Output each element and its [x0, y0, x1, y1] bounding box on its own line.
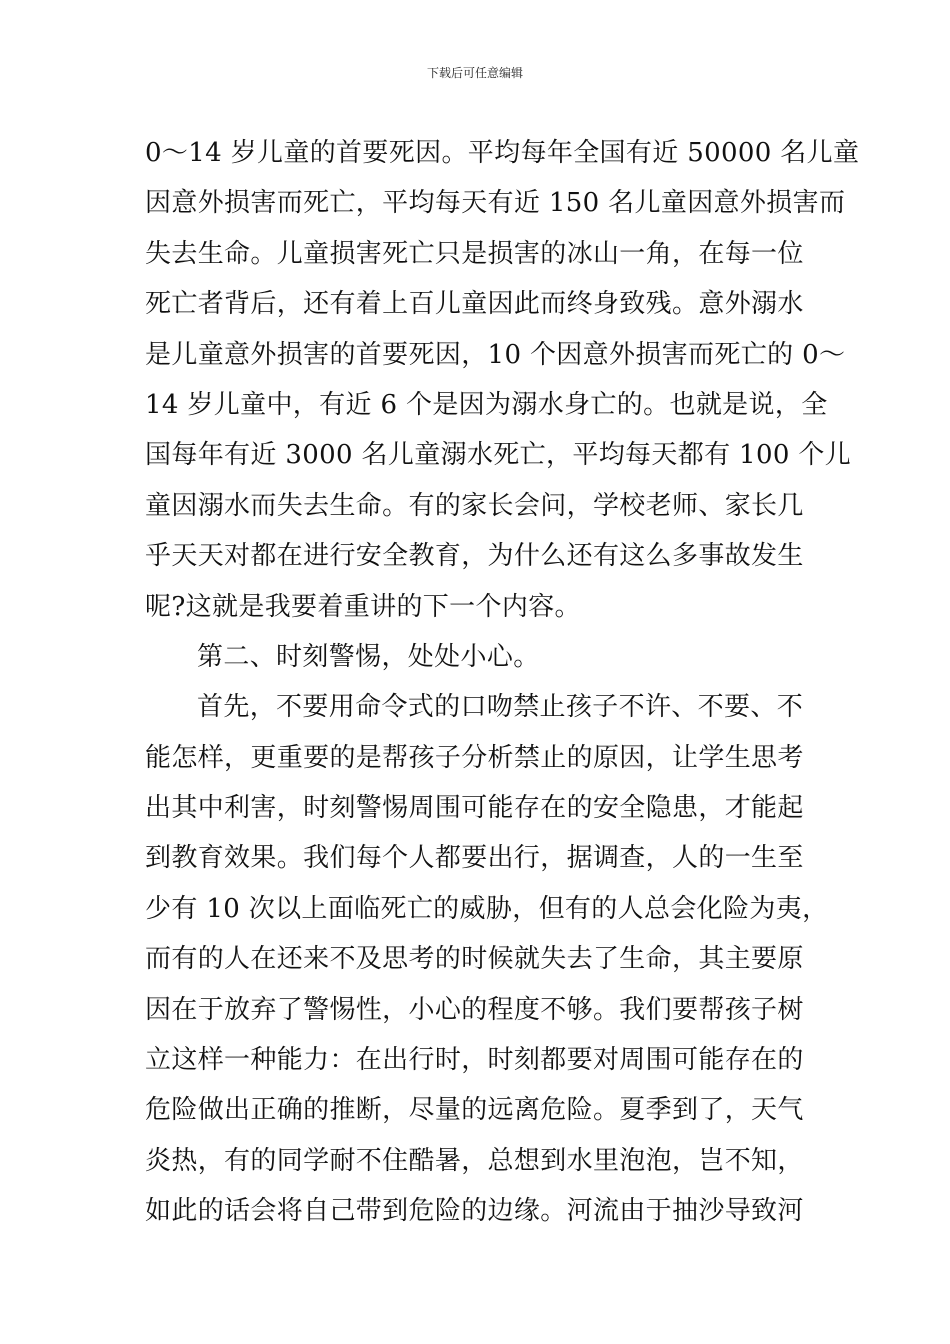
text-line: 而有的人在还来不及思考的时候就失去了生命，其主要原 — [145, 944, 804, 975]
text-line: 炎热，有的同学耐不住酷暑，总想到水里泡泡，岂不知， — [145, 1145, 804, 1176]
text-line: 到教育效果。我们每个人都要出行，据调查，人的一生至 — [145, 843, 804, 874]
text-line: 立这样一种能力：在出行时，时刻都要对周围可能存在的 — [145, 1045, 804, 1076]
text-line: 因在于放弃了警惕性，小心的程度不够。我们要帮孩子树 — [145, 994, 804, 1025]
document-body — [145, 128, 860, 1237]
text-line: 是儿童意外损害的首要死因，10 个因意外损害而死亡的 0～ — [145, 339, 846, 370]
text-line: 因意外损害而死亡，平均每天有近 150 名儿童因意外损害而 — [145, 188, 846, 219]
text-line: 呢?这就是我要着重讲的下一个内容。 — [145, 591, 581, 622]
text-line: 乎天天对都在进行安全教育，为什么还有这么多事故发生 — [145, 541, 804, 572]
page-header: 下载后可任意编辑 — [426, 66, 523, 80]
text-line: 危险做出正确的推断，尽量的远离危险。夏季到了，天气 — [145, 1095, 804, 1126]
text-line: 出其中利害，时刻警惕周围可能存在的安全隐患，才能起 — [145, 793, 804, 824]
section-heading: 第二、时刻警惕，处处小心。 — [197, 641, 540, 672]
text-line: 0～14 岁儿童的首要死因。平均每年全国有近 50000 名儿童 — [145, 138, 860, 168]
text-line: 如此的话会将自己带到危险的边缘。河流由于抽沙导致河 — [145, 1196, 804, 1227]
text-line: 童因溺水而失去生命。有的家长会问，学校老师、家长几 — [145, 490, 804, 521]
text-line: 死亡者背后，还有着上百儿童因此而终身致残。意外溺水 — [145, 289, 804, 320]
text-line: 能怎样，更重要的是帮孩子分析禁止的原因，让学生思考 — [145, 742, 804, 773]
text-line: 失去生命。儿童损害死亡只是损害的冰山一角，在每一位 — [145, 238, 804, 269]
paragraph-first-line: 首先，不要用命令式的口吻禁止孩子不许、不要、不 — [197, 692, 804, 723]
text-line: 少有 10 次以上面临死亡的威胁，但有的人总会化险为夷， — [145, 893, 829, 924]
text-line: 14 岁儿童中，有近 6 个是因为溺水身亡的。也就是说，全 — [145, 389, 828, 420]
text-line: 国每年有近 3000 名儿童溺水死亡，平均每天都有 100 个儿 — [145, 440, 852, 471]
